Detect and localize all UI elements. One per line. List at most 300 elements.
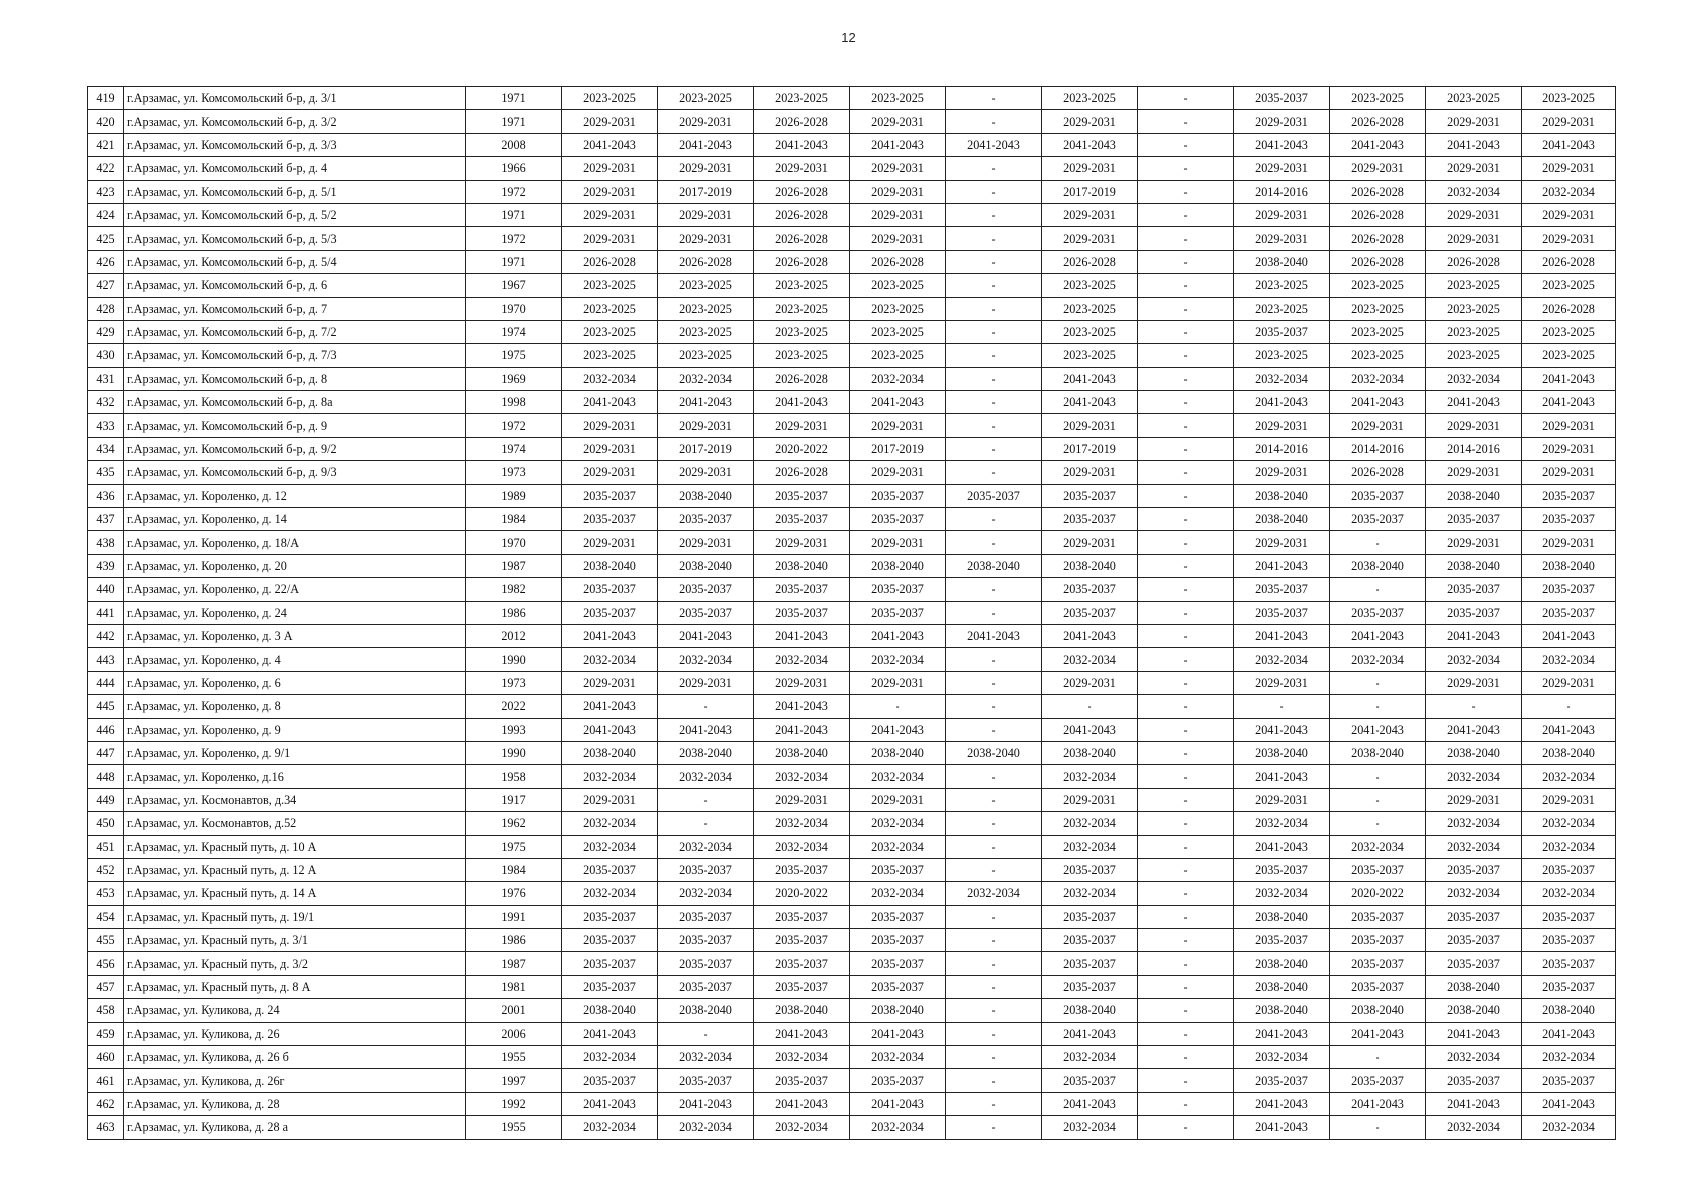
period-cell: 2029-2031 [850,531,946,554]
year-cell: 1958 [466,765,562,788]
period-cell: 2029-2031 [850,203,946,226]
period-cell: - [1138,788,1234,811]
period-cell: 2026-2028 [754,110,850,133]
table-row [88,999,1616,1022]
period-cell: 2029-2031 [658,203,754,226]
period-cell: 2017-2019 [658,437,754,460]
period-cell: 2029-2031 [562,414,658,437]
period-cell: 2023-2025 [1042,87,1138,110]
year-cell: 1989 [466,484,562,507]
period-cell: 2035-2037 [1330,484,1426,507]
period-cell: 2023-2025 [1426,344,1522,367]
year-cell: 1975 [466,835,562,858]
year-cell: 2006 [466,1022,562,1045]
period-cell: 2038-2040 [1042,999,1138,1022]
address-cell: г.Арзамас, ул. Короленко, д. 18/А [124,531,466,554]
period-cell: - [1330,578,1426,601]
period-cell: 2038-2040 [1042,741,1138,764]
year-cell: 1973 [466,671,562,694]
period-cell: 2038-2040 [1522,741,1616,764]
period-cell: - [1138,344,1234,367]
table-row [88,835,1616,858]
period-cell: 2038-2040 [1234,250,1330,273]
period-cell: 2029-2031 [1042,461,1138,484]
period-cell: 2035-2037 [754,508,850,531]
row-number-cell: 447 [88,741,124,764]
period-cell: 2023-2025 [658,320,754,343]
period-cell: 2029-2031 [1234,227,1330,250]
period-cell: 2032-2034 [562,882,658,905]
year-cell: 1971 [466,203,562,226]
table-row [88,1022,1616,1045]
period-cell: 2038-2040 [850,999,946,1022]
period-cell: 2035-2037 [754,601,850,624]
table-row [88,741,1616,764]
period-cell: 2029-2031 [1042,203,1138,226]
address-cell: г.Арзамас, ул. Комсомольский б-р, д. 6 [124,274,466,297]
period-cell: 2041-2043 [1234,1116,1330,1139]
period-cell: 2029-2031 [1042,110,1138,133]
period-cell: 2029-2031 [1522,531,1616,554]
period-cell: 2029-2031 [1522,414,1616,437]
period-cell: 2029-2031 [1522,461,1616,484]
year-cell: 1972 [466,414,562,437]
address-cell: г.Арзамас, ул. Комсомольский б-р, д. 5/1 [124,180,466,203]
period-cell: 2041-2043 [1426,391,1522,414]
period-cell: 2041-2043 [1426,624,1522,647]
period-cell: 2032-2034 [658,1116,754,1139]
period-cell: - [1138,1116,1234,1139]
table-row [88,391,1616,414]
address-cell: г.Арзамас, ул. Куликова, д. 28 а [124,1116,466,1139]
year-cell: 1966 [466,157,562,180]
period-cell: 2026-2028 [754,203,850,226]
period-cell: 2041-2043 [562,391,658,414]
row-number-cell: 460 [88,1046,124,1069]
period-cell: 2035-2037 [658,905,754,928]
row-number-cell: 453 [88,882,124,905]
period-cell: - [946,788,1042,811]
period-cell: 2038-2040 [658,999,754,1022]
period-cell: 2023-2025 [1330,344,1426,367]
address-cell: г.Арзамас, ул. Короленко, д. 3 А [124,624,466,647]
row-number-cell: 438 [88,531,124,554]
table-row [88,554,1616,577]
year-cell: 1993 [466,718,562,741]
address-cell: г.Арзамас, ул. Красный путь, д. 19/1 [124,905,466,928]
period-cell: 2041-2043 [850,624,946,647]
period-cell: 2035-2037 [1234,1069,1330,1092]
period-cell: 2041-2043 [1234,1022,1330,1045]
period-cell: 2041-2043 [658,1092,754,1115]
period-cell: 2041-2043 [1234,554,1330,577]
table-row [88,624,1616,647]
period-cell: 2032-2034 [1522,835,1616,858]
row-number-cell: 434 [88,437,124,460]
period-cell: 2032-2034 [1042,882,1138,905]
period-cell: - [946,1069,1042,1092]
period-cell: 2035-2037 [658,578,754,601]
year-cell: 2008 [466,133,562,156]
period-cell: 2041-2043 [946,624,1042,647]
period-cell: - [946,765,1042,788]
period-cell: - [946,203,1042,226]
period-cell: 2032-2034 [562,648,658,671]
period-cell: 2026-2028 [754,180,850,203]
period-cell: 2041-2043 [850,718,946,741]
period-cell: 2035-2037 [1426,1069,1522,1092]
period-cell: - [1522,695,1616,718]
period-cell: 2035-2037 [1522,905,1616,928]
period-cell: 2026-2028 [1042,250,1138,273]
period-cell: 2032-2034 [562,812,658,835]
period-cell: 2029-2031 [1522,110,1616,133]
period-cell: 2026-2028 [754,250,850,273]
row-number-cell: 426 [88,250,124,273]
period-cell: 2023-2025 [1330,274,1426,297]
year-cell: 1975 [466,344,562,367]
row-number-cell: 428 [88,297,124,320]
table-row [88,320,1616,343]
period-cell: 2029-2031 [1522,203,1616,226]
address-cell: г.Арзамас, ул. Комсомольский б-р, д. 5/4 [124,250,466,273]
period-cell: 2035-2037 [1330,508,1426,531]
address-cell: г.Арзамас, ул. Короленко, д. 9/1 [124,741,466,764]
period-cell: - [1138,414,1234,437]
period-cell: 2029-2031 [562,671,658,694]
period-cell: 2023-2025 [754,320,850,343]
period-cell: 2038-2040 [1234,741,1330,764]
period-cell: - [1234,695,1330,718]
period-cell: 2038-2040 [1330,999,1426,1022]
period-cell: 2032-2034 [1042,1046,1138,1069]
period-cell: 2029-2031 [754,157,850,180]
period-cell: 2032-2034 [562,1116,658,1139]
row-number-cell: 439 [88,554,124,577]
period-cell: - [946,297,1042,320]
table-row [88,1069,1616,1092]
period-cell: 2041-2043 [1234,624,1330,647]
period-cell: 2026-2028 [1330,180,1426,203]
period-cell: 2029-2031 [658,227,754,250]
period-cell: - [946,531,1042,554]
period-cell: 2026-2028 [658,250,754,273]
period-cell: 2041-2043 [754,695,850,718]
period-cell: 2035-2037 [850,975,946,998]
period-cell: 2035-2037 [1042,578,1138,601]
period-cell: - [1138,391,1234,414]
period-cell: 2023-2025 [850,87,946,110]
period-cell: 2029-2031 [1234,671,1330,694]
period-cell: 2041-2043 [1522,1022,1616,1045]
period-cell: - [1138,1092,1234,1115]
period-cell: 2035-2037 [1426,578,1522,601]
address-cell: г.Арзамас, ул. Красный путь, д. 10 А [124,835,466,858]
period-cell: 2026-2028 [1426,250,1522,273]
period-cell: 2029-2031 [562,531,658,554]
address-cell: г.Арзамас, ул. Комсомольский б-р, д. 5/3 [124,227,466,250]
period-cell: 2041-2043 [1522,133,1616,156]
period-cell: 2041-2043 [1426,1022,1522,1045]
period-cell: 2035-2037 [850,858,946,881]
period-cell: - [946,508,1042,531]
period-cell: 2038-2040 [1234,975,1330,998]
period-cell: 2014-2016 [1234,437,1330,460]
period-cell: 2035-2037 [1522,578,1616,601]
period-cell: 2041-2043 [1042,367,1138,390]
period-cell: 2029-2031 [658,531,754,554]
period-cell: 2032-2034 [850,1046,946,1069]
table-row [88,414,1616,437]
period-cell: 2023-2025 [754,274,850,297]
period-cell: 2029-2031 [850,180,946,203]
year-cell: 2001 [466,999,562,1022]
year-cell: 1998 [466,391,562,414]
period-cell: 2038-2040 [658,484,754,507]
year-cell: 1973 [466,461,562,484]
period-cell: 2029-2031 [1522,671,1616,694]
period-cell: - [1138,671,1234,694]
period-cell: 2023-2025 [562,87,658,110]
period-cell: 2014-2016 [1330,437,1426,460]
table-row [88,203,1616,226]
period-cell: - [946,718,1042,741]
period-cell: 2035-2037 [1330,858,1426,881]
year-cell: 1987 [466,554,562,577]
period-cell: 2023-2025 [1330,297,1426,320]
period-cell: - [1138,227,1234,250]
period-cell: - [946,227,1042,250]
period-cell: 2029-2031 [1234,461,1330,484]
period-cell: - [1138,1046,1234,1069]
table-row [88,461,1616,484]
period-cell: - [658,1022,754,1045]
address-cell: г.Арзамас, ул. Короленко, д. 20 [124,554,466,577]
period-cell: - [1138,110,1234,133]
period-cell: 2029-2031 [562,461,658,484]
period-cell: - [1138,765,1234,788]
period-cell: 2029-2031 [1234,157,1330,180]
period-cell: 2035-2037 [1234,87,1330,110]
period-cell: - [658,812,754,835]
period-cell: - [946,648,1042,671]
period-cell: 2041-2043 [1042,624,1138,647]
address-cell: г.Арзамас, ул. Куликова, д. 26 б [124,1046,466,1069]
period-cell: 2035-2037 [754,858,850,881]
table-row [88,133,1616,156]
period-cell: 2038-2040 [1426,999,1522,1022]
period-cell: 2035-2037 [562,858,658,881]
period-cell: 2020-2022 [1330,882,1426,905]
period-cell: 2041-2043 [1522,624,1616,647]
period-cell: 2032-2034 [1426,1046,1522,1069]
row-number-cell: 440 [88,578,124,601]
period-cell: 2032-2034 [850,882,946,905]
period-cell: 2029-2031 [1042,227,1138,250]
period-cell: 2041-2043 [1522,1092,1616,1115]
period-cell: 2038-2040 [1234,999,1330,1022]
period-cell: - [1330,531,1426,554]
period-cell: - [1426,695,1522,718]
period-cell: - [1138,999,1234,1022]
period-cell: 2038-2040 [658,741,754,764]
period-cell: 2035-2037 [562,905,658,928]
period-cell: - [850,695,946,718]
year-cell: 1917 [466,788,562,811]
table-row [88,648,1616,671]
period-cell: 2029-2031 [1522,437,1616,460]
period-cell: - [946,344,1042,367]
period-cell: - [1330,765,1426,788]
year-cell: 1962 [466,812,562,835]
period-cell: - [946,180,1042,203]
period-cell: 2035-2037 [658,508,754,531]
period-cell: 2023-2025 [562,274,658,297]
period-cell: 2041-2043 [850,1092,946,1115]
period-cell: 2023-2025 [658,274,754,297]
period-cell: - [946,367,1042,390]
period-cell: 2029-2031 [850,157,946,180]
period-cell: 2026-2028 [1330,461,1426,484]
period-cell: 2041-2043 [850,391,946,414]
year-cell: 1992 [466,1092,562,1115]
period-cell: 2041-2043 [1426,718,1522,741]
address-cell: г.Арзамас, ул. Комсомольский б-р, д. 7/2 [124,320,466,343]
table-row [88,531,1616,554]
period-cell: 2035-2037 [1042,952,1138,975]
period-cell: 2023-2025 [1234,274,1330,297]
period-cell: 2035-2037 [946,484,1042,507]
period-cell: 2017-2019 [658,180,754,203]
period-cell: - [946,274,1042,297]
period-cell: 2035-2037 [1042,975,1138,998]
period-cell: 2032-2034 [850,1116,946,1139]
row-number-cell: 458 [88,999,124,1022]
period-cell: 2029-2031 [1330,414,1426,437]
period-cell: - [1138,157,1234,180]
row-number-cell: 446 [88,718,124,741]
year-cell: 1984 [466,508,562,531]
period-cell: 2029-2031 [1426,461,1522,484]
year-cell: 1982 [466,578,562,601]
year-cell: 1974 [466,437,562,460]
period-cell: 2032-2034 [754,835,850,858]
period-cell: 2029-2031 [754,531,850,554]
period-cell: 2035-2037 [1330,905,1426,928]
period-cell: 2026-2028 [1330,250,1426,273]
period-cell: 2035-2037 [562,601,658,624]
period-cell: 2041-2043 [1426,1092,1522,1115]
period-cell: 2032-2034 [1522,648,1616,671]
year-cell: 2012 [466,624,562,647]
period-cell: - [1138,133,1234,156]
period-cell: 2032-2034 [850,367,946,390]
period-cell: 2029-2031 [1426,788,1522,811]
year-cell: 1990 [466,741,562,764]
period-cell: 2035-2037 [1234,858,1330,881]
period-cell: 2029-2031 [1234,414,1330,437]
period-cell: 2041-2043 [658,624,754,647]
period-cell: 2029-2031 [754,671,850,694]
row-number-cell: 461 [88,1069,124,1092]
period-cell: - [1138,835,1234,858]
address-cell: г.Арзамас, ул. Комсомольский б-р, д. 3/2 [124,110,466,133]
year-cell: 1974 [466,320,562,343]
period-cell: 2023-2025 [1042,320,1138,343]
period-cell: 2029-2031 [1042,157,1138,180]
row-number-cell: 463 [88,1116,124,1139]
period-cell: - [1138,695,1234,718]
period-cell: 2035-2037 [562,484,658,507]
period-cell: 2041-2043 [1042,391,1138,414]
period-cell: 2032-2034 [850,765,946,788]
period-cell: 2038-2040 [1426,975,1522,998]
period-cell: - [1138,484,1234,507]
period-cell: 2029-2031 [562,157,658,180]
year-cell: 1971 [466,87,562,110]
period-cell: 2035-2037 [850,578,946,601]
period-cell: 2032-2034 [1426,1116,1522,1139]
year-cell: 1955 [466,1116,562,1139]
period-cell: 2023-2025 [1522,344,1616,367]
period-cell: - [1138,297,1234,320]
row-number-cell: 420 [88,110,124,133]
period-cell: - [946,461,1042,484]
table-row [88,227,1616,250]
period-cell: 2035-2037 [1330,929,1426,952]
period-cell: 2041-2043 [1330,1022,1426,1045]
period-cell: 2023-2025 [562,344,658,367]
period-cell: 2032-2034 [754,1046,850,1069]
period-cell: 2029-2031 [1426,203,1522,226]
table-row [88,601,1616,624]
period-cell: 2032-2034 [562,1046,658,1069]
row-number-cell: 449 [88,788,124,811]
period-cell: 2023-2025 [1042,344,1138,367]
period-cell: 2023-2025 [850,320,946,343]
row-number-cell: 445 [88,695,124,718]
period-cell: 2023-2025 [850,344,946,367]
period-cell: 2026-2028 [754,367,850,390]
period-cell: - [946,812,1042,835]
period-cell: 2035-2037 [1522,929,1616,952]
table-row [88,975,1616,998]
row-number-cell: 421 [88,133,124,156]
period-cell: 2041-2043 [562,695,658,718]
address-cell: г.Арзамас, ул. Комсомольский б-р, д. 3/1 [124,87,466,110]
period-cell: 2038-2040 [1426,741,1522,764]
period-cell: 2017-2019 [1042,437,1138,460]
period-cell: 2038-2040 [1234,484,1330,507]
period-cell: 2032-2034 [658,835,754,858]
period-cell: 2029-2031 [658,110,754,133]
period-cell: - [946,578,1042,601]
period-cell: - [1138,250,1234,273]
period-cell: - [946,905,1042,928]
period-cell: - [1138,461,1234,484]
period-cell: 2032-2034 [754,765,850,788]
period-cell: - [1138,601,1234,624]
table-row [88,671,1616,694]
table-row [88,812,1616,835]
period-cell: 2023-2025 [1522,320,1616,343]
period-cell: 2026-2028 [562,250,658,273]
table-row [88,157,1616,180]
period-cell: 2029-2031 [1522,227,1616,250]
row-number-cell: 433 [88,414,124,437]
period-cell: 2032-2034 [946,882,1042,905]
period-cell: 2032-2034 [1330,367,1426,390]
